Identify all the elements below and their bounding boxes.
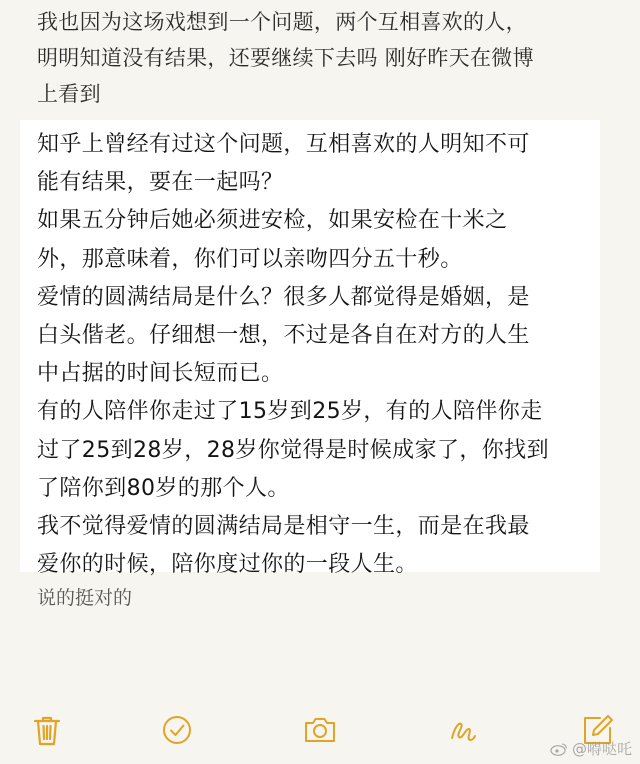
- comment-text[interactable]: 说的挺对的: [37, 587, 133, 609]
- intro-line: 明明知道没有结果，还要继续下去吗 刚好昨天在微博: [37, 46, 534, 70]
- quote-line: 爱情的圆满结局是什么？很多人都觉得是婚姻，是: [37, 284, 530, 310]
- camera-button[interactable]: [300, 710, 340, 750]
- quote-line: 白头偕老。仔细想一想，不过是各自在对方的人生: [37, 323, 530, 349]
- quote-line: 爱你的时候，陪你度过你的一段人生。: [37, 552, 418, 578]
- bottom-toolbar: [0, 700, 640, 764]
- weibo-logo-icon: [550, 742, 568, 756]
- watermark-text: @嘚哒吒: [571, 740, 632, 758]
- quote-line: 我不觉得爱情的圆满结局是相守一生，而是在我最: [37, 514, 530, 540]
- intro-line: 上看到: [37, 82, 101, 106]
- camera-icon: [302, 712, 338, 748]
- quote-line: 有的人陪伴你走过了15岁到25岁，有的人陪伴你走: [37, 399, 543, 425]
- quote-line: 外，那意味着，你们可以亲吻四分五十秒。: [37, 246, 463, 272]
- quote-line: 了陪你到80岁的那个人。: [37, 475, 290, 501]
- trash-icon: [29, 712, 65, 748]
- checklist-button[interactable]: [157, 710, 197, 750]
- checkmark-icon: [159, 712, 195, 748]
- sketch-button[interactable]: [442, 710, 482, 750]
- quote-line: 中占据的时间长短而已。: [37, 361, 284, 387]
- intro-line: 我也因为这场戏想到一个问题，两个互相喜欢的人，: [37, 10, 527, 34]
- weibo-watermark: [550, 738, 632, 759]
- intro-text[interactable]: [37, 4, 627, 112]
- quote-line: 能有结果，要在一起吗？: [37, 170, 284, 196]
- quoted-text-block: [20, 120, 600, 578]
- sketch-icon: [444, 712, 480, 748]
- quote-line: 知乎上曾经有过这个问题，互相喜欢的人明知不可: [37, 132, 530, 157]
- quote-line: 如果五分钟后她必须进安检，如果安检在十米之: [37, 208, 508, 234]
- quote-text[interactable]: [37, 126, 597, 584]
- delete-button[interactable]: [27, 710, 67, 750]
- quote-line: 过了25到28岁，28岁你觉得是时候成家了，你找到: [37, 437, 549, 463]
